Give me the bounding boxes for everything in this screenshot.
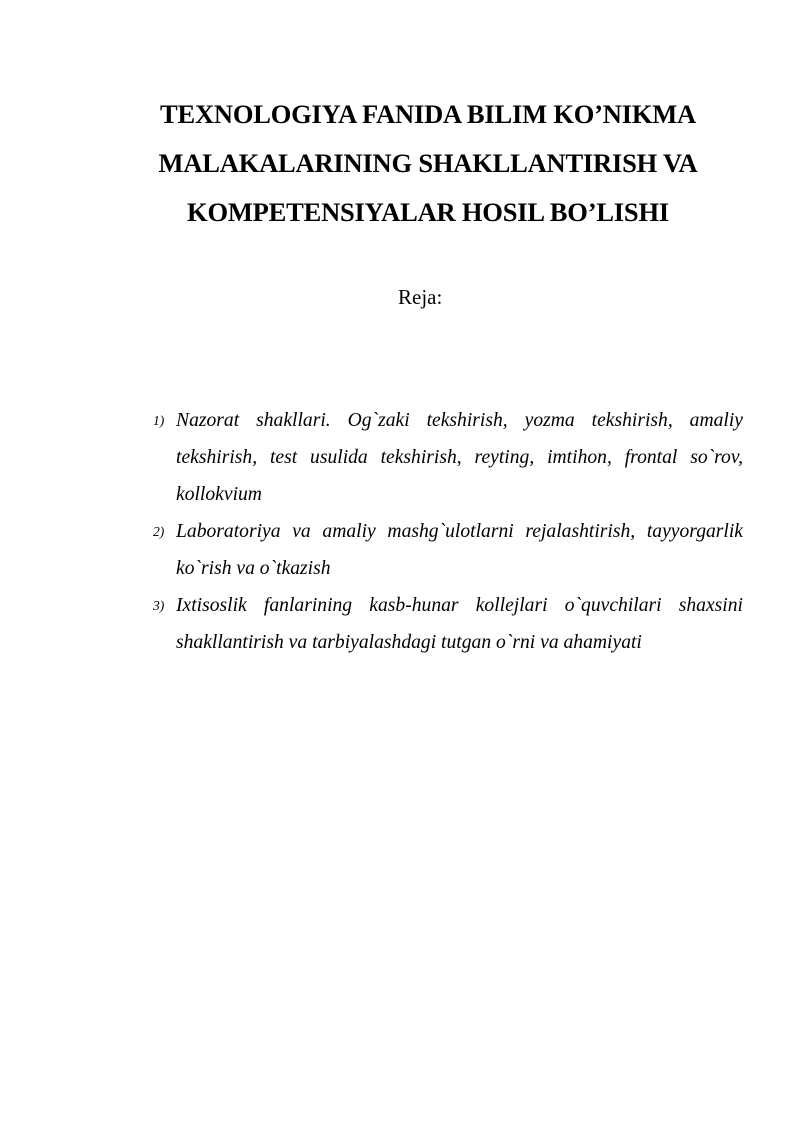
plan-item-text: Laboratoriya va amaliy mashg`ulotlarni rejalashtirish, tayyorgarlik ko`rish va o`tkazish <box>176 521 743 579</box>
document-title <box>100 90 756 237</box>
title-line: TEXNOLOGIYA FANIDA BILIM KO’NIKMA <box>160 98 696 129</box>
plan-item <box>153 587 743 661</box>
title-line: KOMPETENSIYALAR HOSIL BO’LISHI <box>187 196 669 227</box>
plan-item-number: 1) <box>153 413 165 428</box>
title-line: MALAKALARINING SHAKLLANTIRISH VA <box>158 147 698 178</box>
plan-item-text: Ixtisoslik fanlarining kasb-hunar kollejlari o`quvchilari shaxsini shakllantirish va tarbiyalashdagi tutgan o`rni va ahamiyati <box>176 595 743 653</box>
plan-heading: Reja: <box>398 285 443 309</box>
plan-list <box>153 402 743 661</box>
plan-item-number: 2) <box>153 524 165 539</box>
plan-item-text: Nazorat shakllari. Og`zaki tekshirish, yozma tekshirish, amaliy tekshirish, test usulida tekshirish, reyting, imtihon, frontal so`rov, kollokvium <box>176 410 743 505</box>
plan-item <box>153 402 743 513</box>
plan-item <box>153 513 743 587</box>
plan-item-number: 3) <box>153 598 165 613</box>
